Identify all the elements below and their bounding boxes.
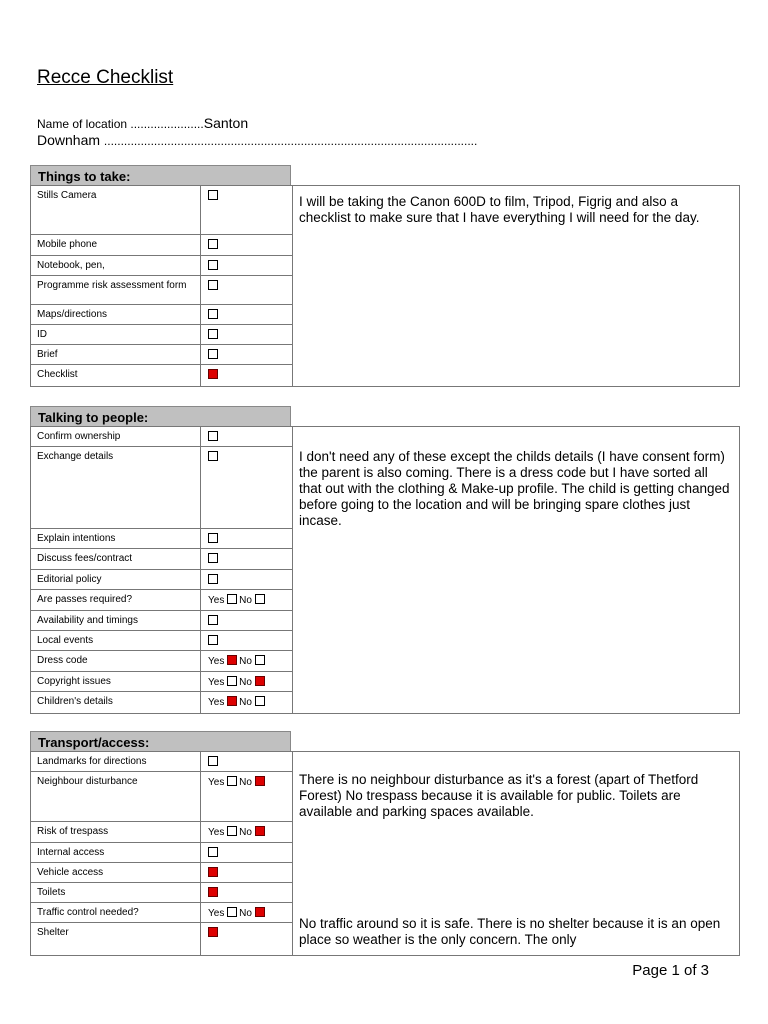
row-label: Landmarks for directions [31, 752, 201, 771]
row-label: Editorial policy [31, 570, 201, 589]
row-check [201, 365, 292, 386]
checklist-row [31, 570, 292, 590]
checklist-row [31, 427, 292, 447]
row-check [201, 843, 292, 862]
page-number: Page 1 of 3 [632, 962, 709, 979]
checkbox[interactable] [208, 190, 218, 200]
notes-cell [293, 752, 739, 955]
checklist-row [31, 549, 292, 570]
section-header: Things to take: [30, 165, 291, 185]
row-label: Local events [31, 631, 201, 650]
checklist-row [31, 276, 292, 305]
checklist-row [31, 305, 292, 325]
row-check [201, 903, 292, 922]
row-label: Toilets [31, 883, 201, 902]
checkbox[interactable] [227, 907, 237, 917]
checkbox[interactable] [255, 655, 265, 665]
yes-label: Yes [208, 827, 225, 838]
row-label: Maps/directions [31, 305, 201, 324]
no-label: No [239, 827, 252, 838]
row-check [201, 345, 292, 364]
no-label: No [239, 777, 252, 788]
checkbox[interactable] [208, 533, 218, 543]
row-label: Risk of trespass [31, 822, 201, 842]
row-check [201, 651, 292, 671]
row-label: Availability and timings [31, 611, 201, 630]
row-check [201, 772, 292, 821]
checkbox[interactable] [208, 260, 218, 270]
row-label: ID [31, 325, 201, 344]
location-value-cont: Downham [37, 132, 101, 148]
checkbox[interactable] [208, 887, 218, 897]
section-header: Transport/access: [30, 731, 291, 751]
row-check [201, 822, 292, 842]
checklist-row [31, 752, 292, 772]
row-label: Discuss fees/contract [31, 549, 201, 569]
row-check [201, 631, 292, 650]
checklist-row [31, 325, 292, 345]
row-check [201, 570, 292, 589]
notes-cell [293, 427, 739, 713]
row-check [201, 590, 292, 610]
row-check [201, 529, 292, 548]
row-label: Traffic control needed? [31, 903, 201, 922]
checklist-row [31, 822, 292, 843]
checkbox[interactable] [208, 329, 218, 339]
row-check [201, 427, 292, 446]
yes-label: Yes [208, 595, 225, 606]
row-check [201, 256, 292, 275]
checklist-row [31, 631, 292, 651]
checkbox[interactable] [208, 756, 218, 766]
section-things-to-take [30, 165, 740, 387]
checkbox[interactable] [255, 776, 265, 786]
notes-text: No traffic around so it is safe. There is no shelter because it is an open place so weather is the only concern. The only [299, 916, 721, 947]
checklist-row [31, 529, 292, 549]
page-title: Recce Checklist [37, 67, 174, 88]
checklist-row [31, 256, 292, 276]
row-label: Children's details [31, 692, 201, 713]
checklist-table [30, 426, 740, 714]
notes-text: I will be taking the Canon 600D to film, Tripod, Figrig and also a checklist to make sure that I have everything I will need for the day. [299, 194, 700, 225]
checkbox[interactable] [255, 676, 265, 686]
checklist-row [31, 186, 292, 235]
yes-label: Yes [208, 697, 225, 708]
checkbox[interactable] [255, 594, 265, 604]
checkbox[interactable] [255, 696, 265, 706]
row-check [201, 276, 292, 304]
checklist-row [31, 863, 292, 883]
row-label: Checklist [31, 365, 201, 386]
checklist-row [31, 235, 292, 256]
notes-cell [293, 186, 739, 386]
row-label: Notebook, pen, [31, 256, 201, 275]
checkbox[interactable] [208, 574, 218, 584]
checkbox[interactable] [208, 309, 218, 319]
checklist-table [30, 185, 740, 387]
yes-label: Yes [208, 656, 225, 667]
no-label: No [239, 595, 252, 606]
row-label: Copyright issues [31, 672, 201, 691]
checklist-row [31, 651, 292, 672]
checkbox[interactable] [208, 369, 218, 379]
checkbox[interactable] [255, 826, 265, 836]
no-label: No [239, 697, 252, 708]
row-check [201, 549, 292, 569]
checkbox[interactable] [227, 696, 237, 706]
checklist-row [31, 883, 292, 903]
checkbox[interactable] [208, 927, 218, 937]
row-check [201, 923, 292, 955]
row-check [201, 692, 292, 713]
no-label: No [239, 908, 252, 919]
checkbox[interactable] [208, 615, 218, 625]
row-label: Programme risk assessment form [31, 276, 201, 304]
row-check [201, 883, 292, 902]
checkbox[interactable] [208, 431, 218, 441]
yes-label: Yes [208, 777, 225, 788]
row-label: Mobile phone [31, 235, 201, 255]
row-check [201, 305, 292, 324]
checkbox[interactable] [208, 349, 218, 359]
checkbox[interactable] [227, 655, 237, 665]
row-label: Explain intentions [31, 529, 201, 548]
location-value: Santon [203, 115, 249, 131]
location-label: Name of location ...................... [37, 117, 204, 131]
row-check [201, 235, 292, 255]
location-dots: ................................................................................................................ [103, 134, 478, 148]
row-label: Confirm ownership [31, 427, 201, 446]
checkbox[interactable] [208, 635, 218, 645]
checklist-row [31, 843, 292, 863]
row-label: Dress code [31, 651, 201, 671]
checkbox[interactable] [208, 847, 218, 857]
checklist-row [31, 447, 292, 529]
checkbox[interactable] [208, 280, 218, 290]
checklist-row [31, 772, 292, 822]
checkbox[interactable] [227, 826, 237, 836]
checkbox[interactable] [255, 907, 265, 917]
checklist-row [31, 590, 292, 611]
section-transport-access [30, 731, 740, 956]
checkbox[interactable] [208, 867, 218, 877]
row-check [201, 611, 292, 630]
section-header: Talking to people: [30, 406, 291, 426]
row-label: Internal access [31, 843, 201, 862]
row-check [201, 752, 292, 771]
no-label: No [239, 656, 252, 667]
row-label: Exchange details [31, 447, 201, 528]
checkbox[interactable] [208, 553, 218, 563]
row-label: Stills Camera [31, 186, 201, 234]
row-label: Vehicle access [31, 863, 201, 882]
checklist-row [31, 345, 292, 365]
notes-text: There is no neighbour disturbance as it's a forest (apart of Thetford Forest) No trespass because it is available for public. Toilets are available and parking spaces available. [299, 772, 699, 819]
row-label: Brief [31, 345, 201, 364]
row-label: Are passes required? [31, 590, 201, 610]
checkbox[interactable] [227, 676, 237, 686]
row-check [201, 672, 292, 691]
yes-label: Yes [208, 908, 225, 919]
checkbox[interactable] [208, 451, 218, 461]
checkbox[interactable] [227, 594, 237, 604]
location-line [37, 115, 717, 149]
row-check [201, 325, 292, 344]
row-label: Shelter [31, 923, 201, 955]
checkbox[interactable] [208, 239, 218, 249]
row-check [201, 863, 292, 882]
row-check [201, 447, 292, 528]
checklist-table [30, 751, 740, 956]
checklist-row [31, 611, 292, 631]
checklist-row [31, 365, 292, 386]
row-check [201, 186, 292, 234]
section-talking-to-people [30, 406, 740, 714]
row-label: Neighbour disturbance [31, 772, 201, 821]
checkbox[interactable] [227, 776, 237, 786]
no-label: No [239, 677, 252, 688]
notes-text: I don't need any of these except the childs details (I have consent form) the parent is also coming. There is a dress code but I have sorted all that out with the clothing & Make-up profile. The child is getting changed before going to the location and will be bringing spare clothes just incase. [299, 449, 730, 528]
checklist-row [31, 903, 292, 923]
checklist-row [31, 923, 292, 955]
checklist-row [31, 672, 292, 692]
checklist-row [31, 692, 292, 713]
yes-label: Yes [208, 677, 225, 688]
